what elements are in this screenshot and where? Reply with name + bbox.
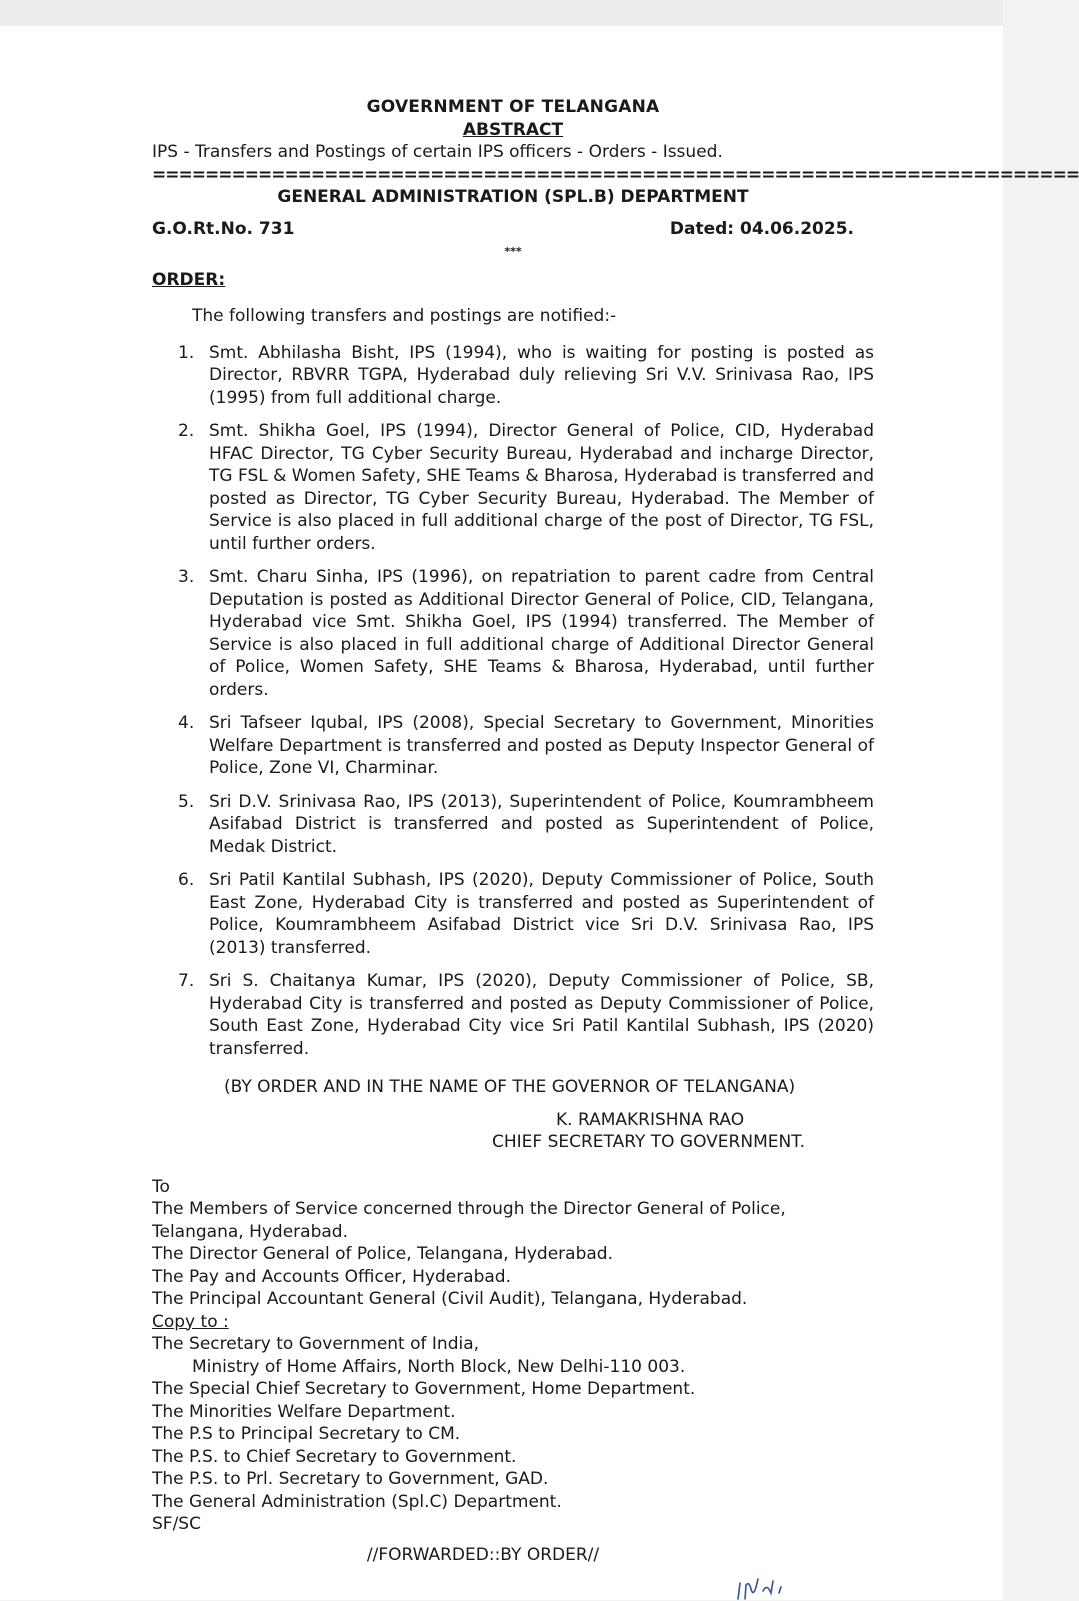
- signature-block: [492, 1109, 874, 1154]
- sf-sc-label: SF/SC: [152, 1514, 201, 1534]
- item-number: 1.: [178, 342, 195, 363]
- item-number: 2.: [178, 421, 195, 441]
- order-heading: ORDER:: [152, 269, 226, 290]
- item-text: Sri D.V. Srinivasa Rao, IPS (2013), Superintendent of Police, Koumrambheem Asifabad District is transferred and posted as Superintendent of Police, Medak District.: [209, 791, 874, 857]
- abstract-label: ABSTRACT: [462, 119, 564, 140]
- go-date: Dated: 04.06.2025.: [669, 219, 854, 239]
- item-text: Sri Patil Kantilal Subhash, IPS (2020), Deputy Commissioner of Police, South East Zone, Hyderabad City is transferred and posted as Superintendent of Police, Koumrambheem Asifabad District vice Sri D.V. Srinivasa Rao, IPS (2013) transferred.: [209, 870, 874, 958]
- item-text: Sri S. Chaitanya Kumar, IPS (2020), Deputy Commissioner of Police, SB, Hyderabad City is transferred and posted as Deputy Commissioner of Police, South East Zone, Hyderabad City vice Sri Patil Kantilal Subhash, IPS (2020) transferred.: [209, 971, 874, 1059]
- go-number-row: [152, 218, 854, 241]
- copy-line: The P.S. to Prl. Secretary to Government, GAD.: [152, 1469, 549, 1489]
- list-item: [152, 712, 874, 780]
- order-items-list: [152, 342, 874, 1061]
- to-label: To: [152, 1176, 170, 1197]
- copy-line: The General Administration (Spl.C) Department.: [152, 1491, 562, 1512]
- list-item: [152, 791, 874, 859]
- copy-line: The P.S to Principal Secretary to CM.: [152, 1424, 461, 1444]
- list-item: [152, 342, 874, 410]
- item-number: 6.: [178, 870, 195, 890]
- item-text: Smt. Shikha Goel, IPS (1994), Director General of Police, CID, Hyderabad HFAC Director, TG Cyber Security Bureau, Hyderabad and incharge Director, TG FSL & Women Safety, SHE Teams & Bharosa, Hyderabad is transferred and posted as Director, TG Cyber Security Bureau, Hyderabad. The Member of Service is also placed in full additional charge of the post of Director, TG FSL, until further orders.: [209, 421, 874, 554]
- signature-scribble: [735, 1571, 805, 1601]
- copy-line: The Special Chief Secretary to Government, Home Department.: [152, 1379, 696, 1399]
- copy-line-indented: Ministry of Home Affairs, North Block, New Delhi-110 003.: [192, 1356, 686, 1377]
- list-item: [152, 420, 874, 555]
- distribution-block: [152, 1176, 874, 1567]
- item-text: Sri Tafseer Iqubal, IPS (2008), Special Secretary to Government, Minorities Welfare Department is transferred and posted as Deputy Inspector General of Police, Zone VI, Charminar.: [209, 713, 874, 778]
- order-intro: The following transfers and postings are notified:-: [192, 306, 617, 326]
- to-line: The Pay and Accounts Officer, Hyderabad.: [152, 1266, 512, 1287]
- go-number: G.O.Rt.No. 731: [152, 219, 295, 239]
- item-number: 4.: [178, 713, 195, 733]
- subject-line: IPS - Transfers and Postings of certain IPS officers - Orders - Issued.: [152, 142, 723, 162]
- by-order-line: (BY ORDER AND IN THE NAME OF THE GOVERNOR OF TELANGANA): [224, 1077, 796, 1097]
- copy-to-label: Copy to :: [152, 1311, 229, 1332]
- government-title: GOVERNMENT OF TELANGANA: [366, 97, 660, 117]
- signatory-name: K. RAMAKRISHNA RAO: [556, 1109, 745, 1130]
- copy-line: The Secretary to Government of India,: [152, 1334, 480, 1354]
- item-number: 5.: [178, 791, 195, 812]
- document-page: [0, 26, 1079, 1600]
- forwarded-line: //FORWARDED::BY ORDER//: [366, 1544, 600, 1565]
- to-line: The Director General of Police, Telangana, Hyderabad.: [152, 1244, 613, 1264]
- to-line: The Principal Accountant General (Civil Audit), Telangana, Hyderabad.: [152, 1289, 748, 1309]
- separator-stars: ***: [504, 244, 522, 258]
- signatory-designation: CHIEF SECRETARY TO GOVERNMENT.: [492, 1132, 805, 1152]
- item-number: 7.: [178, 971, 195, 991]
- list-item: [152, 970, 874, 1060]
- item-text: Smt. Charu Sinha, IPS (1996), on repatriation to parent cadre from Central Deputation is posted as Additional Director General of Police, CID, Telangana, Hyderabad vice Smt. Shikha Goel, IPS (1994) transferred. The Member of Service is also placed in full additional charge of Additional Director General of Police, Women Safety, SHE Teams & Bharosa, Hyderabad, until further orders.: [209, 567, 874, 700]
- department-title: GENERAL ADMINISTRATION (SPL.B) DEPARTMENT: [277, 186, 749, 207]
- separator-line: ======================================================================: [152, 164, 1079, 185]
- copy-line: The P.S. to Chief Secretary to Government.: [152, 1446, 517, 1467]
- item-text: Smt. Abhilasha Bisht, IPS (1994), who is waiting for posting is posted as Director, RBVRR TGPA, Hyderabad duly relieving Sri V.V. Srinivasa Rao, IPS (1995) from full additional charge.: [209, 342, 874, 408]
- list-item: [152, 566, 874, 701]
- top-strip: [0, 0, 1003, 26]
- to-line: The Members of Service concerned through the Director General of Police, Telangana, Hyderabad.: [152, 1199, 786, 1242]
- item-number: 3.: [178, 567, 195, 587]
- document-body: [152, 96, 1079, 1566]
- copy-line: The Minorities Welfare Department.: [152, 1401, 456, 1422]
- list-item: [152, 869, 874, 959]
